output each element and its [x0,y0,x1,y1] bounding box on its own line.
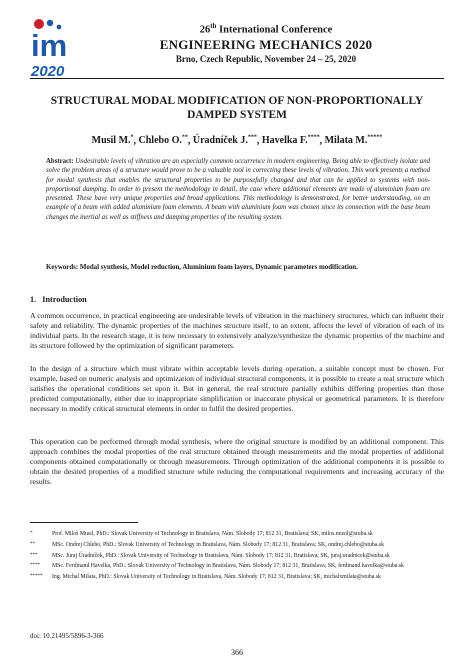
doi: doi: 10.21495/5896-3-366 [30,632,104,640]
paper-title: STRUCTURAL MODAL MODIFICATION OF NON-PROPORTIONALLY DAMPED SYSTEM [50,95,424,121]
footnote: * Prof. Miloš Musil, PhD.: Slovak University of Technology in Bratislava, Nám. Slobody 17; 812 31, Bratislava; SK, milos.musil@stuba.sk [30,531,373,537]
footnote: ***** Ing. Michal Milata, PhD.: Slovak University of Technology in Bratislava, Nám. Slobody 17; 812 31, Bratislava; SK, michalxmilata@stuba.sk [30,574,381,581]
footnote: *** MSc. Juraj Úradníček, PhD.: Slovak University of Technology in Bratislava, Nám. Slobody 17; 812 31, Bratislava; SK, juraj.uradnicek@stuba.sk [30,552,390,559]
conference-ordinal: 26th International Conference [199,22,333,36]
footnote: **** MSc. Ferdinand Havelka, PhD.: Slovak University of Technology in Bratislava, Nám. Slobody 17; 812 31, Bratislava; SK, ferdinand.havelka@stuba.sk [30,563,404,570]
page-number: 366 [231,648,243,657]
footnotes [30,530,444,584]
abstract-label: Abstract: [46,158,74,165]
logo-letters: im [31,28,68,63]
conference-name: ENGINEERING MECHANICS 2020 [159,36,373,52]
footnote: ** MSc. Ondrej Chlebo, PhD.: Slovak University of Technology in Bratislava, Nám. Slobody 17; 812 31, Bratislava; SK, ondrej.chlebo@stuba.sk [30,541,384,548]
keywords-label: Keywords: [46,264,79,271]
section-heading: 1. Introduction [30,295,87,304]
author: Chlebo O.** [138,135,188,147]
conference-header [86,20,446,66]
conference-place: Brno, Czech Republic, November 24 – 25, 2020 [175,53,357,64]
header-rule [30,78,444,79]
footnote-rule [30,522,138,523]
abstract-text: Undesirable levels of vibration are an especially common occurrence in modern engineering. Being able to effectively isolate and solve the problem areas of a structure would prove to be a valuable tool in correcting these levels of vibration. This work presents a method for modal synthesis that enables the structural properties to be purposefully changed and that can be applied to systems with non-proportional damping. In order to present the methodology in detail, the case where additional elements are made of aluminium foam are presented. These have very unique properties and broad applications. This methodology is demonstrated, for better understanding, on an example of a beam with added aluminium foam elements. A beam with aluminium foam was chosen since its connection with the base beam changes the inertial as well as stiffness and damping properties of the resulting system. [46,158,431,221]
logo-year: 2020 [31,63,65,80]
logo-dot-blue [47,20,53,26]
conference-logo [30,18,76,82]
abstract [46,157,430,222]
author: Musil M.* [91,135,134,147]
author-list: Musil M.*, Chlebo O.**, Úradníček J.***, Havelka F.****, Milata M.***** [91,135,383,147]
keywords [46,263,430,272]
keywords-text: Modal synthesis, Model reduction, Aluminium foam layers, Dynamic parameters modification. [79,264,358,271]
author: Milata M.***** [324,135,383,147]
paragraph: In the design of a structure which must vibrate within acceptable levels during operation, a suitable concept must be chosen. For example, based on numeric analysis and optimization of individual structural components, it is possible to create a real structure which satisfies the operational conditions set upon it. But in general, the real structure partially exhibits differing properties than those predicted computationally, either due to inappropriate simplification or inaccurate physical or geometrical parameters. It is therefore necessary to modify critical structural elements in order to fulfil the desired properties. [30,364,444,414]
paragraph: This operation can be performed through modal synthesis, where the original structure is modified by an additional component. This approach combines the modal properties of the real structure obtained through measurements and the modal properties of additional components obtained computationally or through measurements. Through optimization of the additional components it is possible to obtain the desired properties of a modified structure while reducing the computational requirements and increasing accuracy of the results. [30,437,444,487]
author: Úradníček J.*** [192,135,257,147]
author: Havelka F.**** [261,135,320,147]
paragraph: A common occurrence, in practical engineering are undesirable levels of vibration in the machinery structures, which can influent their safety and reliability. The dynamic properties of the machines structure itself, to an extent, affects the level of vibration of each of its individual parts. In the research stage, it is now necessary to extensively analyze/synthesize the dynamic properties of the machine and its structure followed by the optimization of significant parameters. [30,311,444,351]
